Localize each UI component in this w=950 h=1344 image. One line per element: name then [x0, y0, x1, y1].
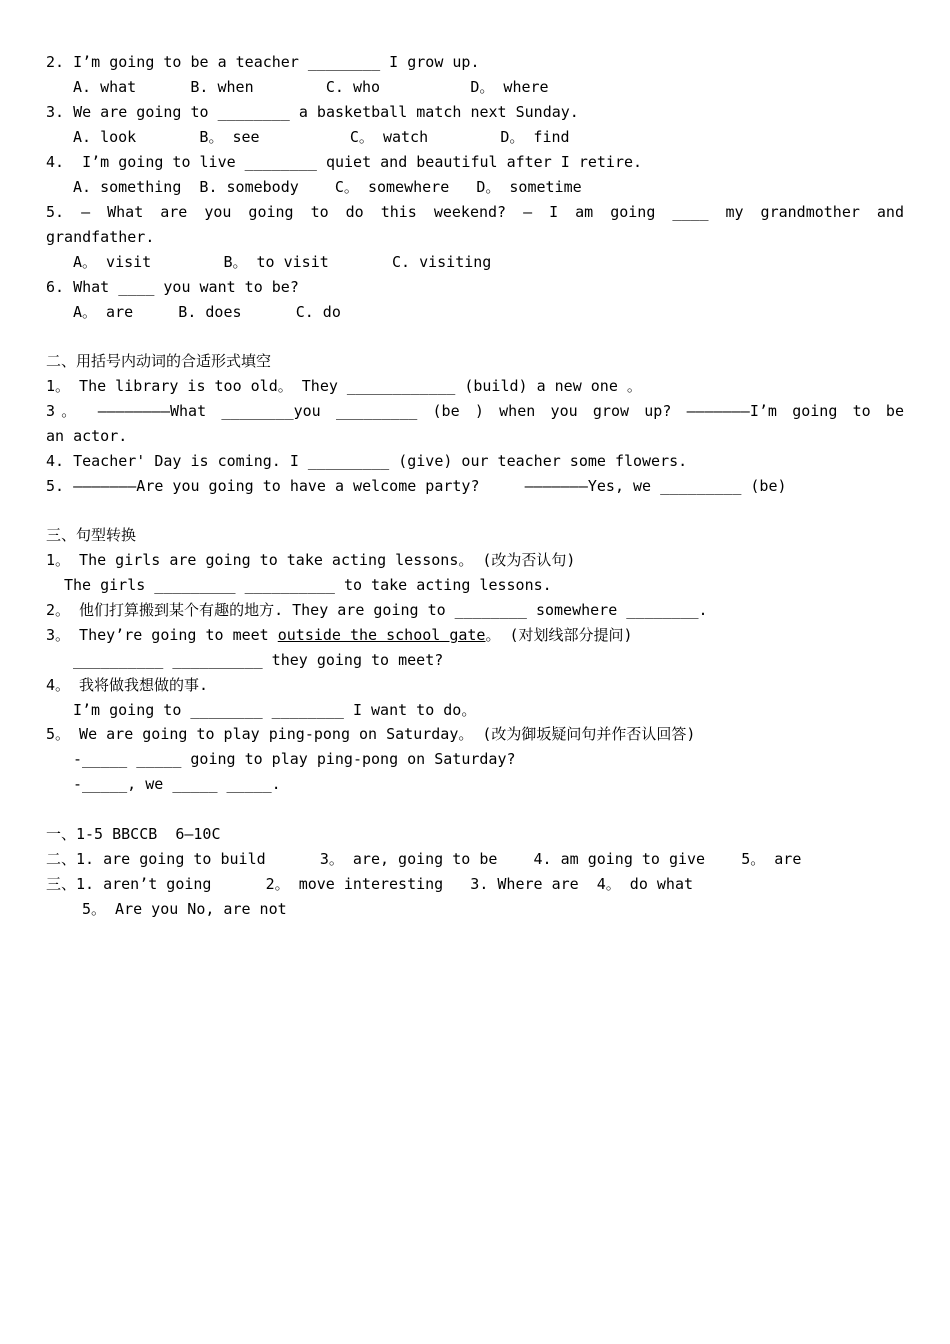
transform-question-5-answer-2: -_____, we _____ _____. [73, 775, 281, 793]
question-4: 4. I’m going to live ________ quiet and beautiful after I retire. [46, 153, 643, 171]
transform-question-4: 4。 我将做我想做的事. [46, 676, 209, 694]
answer-key-line-4: 5。 Are you No, are not [82, 900, 287, 918]
section-3-heading: 三、句型转换 [46, 526, 137, 544]
fill-question-3-line-1: 3。 ————————What ________you _________ (be ) when you grow up? ———————I’m going to be [46, 402, 904, 420]
answer-key-line-1: 一、1-5 BBCCB 6—10C [46, 825, 221, 843]
question-5-line-1: 5. — What are you going to do this weekend? — I am going ____ my grandmother and [46, 203, 904, 221]
transform-question-3 [46, 625, 633, 645]
question-4-options: A. something B. somebody C。 somewhere D。 sometime [73, 178, 582, 196]
transform-question-3-after: 。 (对划线部分提问) [485, 626, 633, 644]
question-2-options: A. what B. when C. who D。 where [73, 78, 549, 96]
transform-question-4-answer: I’m going to ________ ________ I want to do。 [73, 701, 477, 719]
question-3: 3. We are going to ________ a basketball match next Sunday. [46, 103, 579, 121]
fill-question-4: 4. Teacher' Day is coming. I _________ (give) our teacher some flowers. [46, 452, 688, 470]
question-6-options: A。 are B. does C. do [73, 303, 341, 321]
question-2: 2. I’m going to be a teacher ________ I grow up. [46, 53, 480, 71]
question-3-options: A. look B。 see C。 watch D。 find [73, 128, 570, 146]
fill-question-1: 1。 The library is too old。 They ____________ (build) a new one 。 [46, 377, 642, 395]
transform-question-5-answer-1: -_____ _____ going to play ping-pong on Saturday? [73, 750, 516, 768]
answer-key-line-3: 三、1. aren’t going 2。 move interesting 3. Where are 4。 do what [46, 875, 693, 893]
transform-question-1-answer: The girls _________ __________ to take acting lessons. [64, 576, 552, 594]
transform-question-3-before: 3。 They’re going to meet [46, 626, 278, 644]
question-5-options: A。 visit B。 to visit C. visiting [73, 253, 492, 271]
transform-question-3-answer: __________ __________ they going to meet? [73, 651, 444, 669]
section-2-heading: 二、用括号内动词的合适形式填空 [46, 352, 272, 370]
fill-question-3-line-2: an actor. [46, 427, 128, 445]
question-5-line-2: grandfather. [46, 228, 155, 246]
fill-question-5: 5. ———————Are you going to have a welcome party? ———————Yes, we _________ (be) [46, 477, 787, 495]
transform-question-5: 5。 We are going to play ping-pong on Saturday。 (改为御坂疑问句并作否认回答) [46, 725, 696, 743]
transform-question-1: 1。 The girls are going to take acting lessons。 (改为否认句) [46, 551, 576, 569]
transform-question-2: 2。 他们打算搬到某个有趣的地方. They are going to ________ somewhere ________. [46, 601, 708, 619]
question-6: 6. What ____ you want to be? [46, 278, 299, 296]
underlined-phrase: outside the school gate [277, 626, 486, 644]
answer-key-line-2: 二、1. are going to build 3。 are, going to be 4. am going to give 5。 are [46, 850, 802, 868]
